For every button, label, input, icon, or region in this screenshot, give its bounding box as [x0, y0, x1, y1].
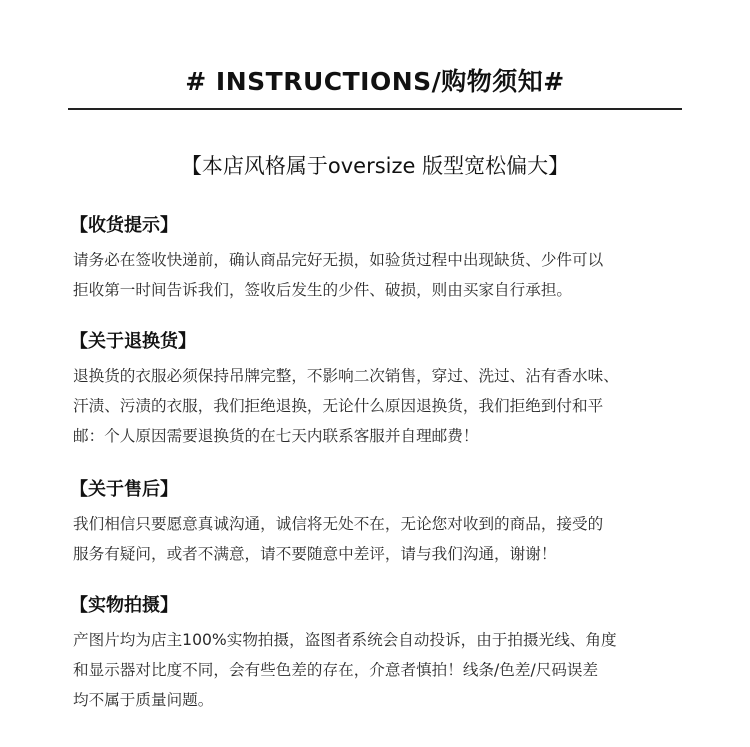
body-line: 邮：个人原因需要退换货的在七天内联系客服并自理邮费！	[73, 427, 479, 445]
section-body	[73, 361, 710, 451]
section-receipt-tips	[70, 213, 710, 305]
section-heading: 【关于退换货】	[70, 331, 196, 352]
body-line: 请务必在签收快递前，确认商品完好无损，如验货过程中出现缺货、少件可以	[73, 251, 604, 269]
title-divider	[68, 108, 682, 110]
section-body	[73, 245, 710, 305]
section-heading: 【实物拍摄】	[70, 595, 178, 616]
body-line: 均不属于质量问题。	[73, 691, 214, 709]
body-line: 退换货的衣服必须保持吊牌完整，不影响二次销售，穿过、洗过、沾有香水味、	[73, 367, 619, 385]
section-heading: 【收货提示】	[70, 215, 178, 236]
body-line: 汗渍、污渍的衣服，我们拒绝退换，无论什么原因退换货，我们拒绝到付和平	[73, 397, 604, 415]
section-real-photos	[70, 593, 710, 715]
section-after-sales	[70, 477, 710, 569]
body-line: 产图片均为店主100%实物拍摄，盗图者系统会自动投诉，由于拍摄光线、角度	[73, 631, 617, 649]
page-title: # INSTRUCTIONS/购物须知#	[185, 67, 565, 96]
section-body	[73, 509, 710, 569]
body-line: 和显示器对比度不同，会有些色差的存在，介意者慎拍！线条/色差/尺码误差	[73, 661, 599, 679]
body-line: 服务有疑问，或者不满意，请不要随意中差评，请与我们沟通，谢谢！	[73, 545, 557, 563]
body-line: 拒收第一时间告诉我们，签收后发生的少件、破损，则由买家自行承担。	[73, 281, 573, 299]
section-body	[73, 625, 710, 715]
section-heading: 【关于售后】	[70, 479, 178, 500]
section-returns	[70, 329, 710, 451]
body-line: 我们相信只要愿意真诚沟通，诚信将无处不在，无论您对收到的商品，接受的	[73, 515, 604, 533]
style-notice: 【本店风格属于oversize 版型宽松偏大】	[180, 154, 570, 178]
